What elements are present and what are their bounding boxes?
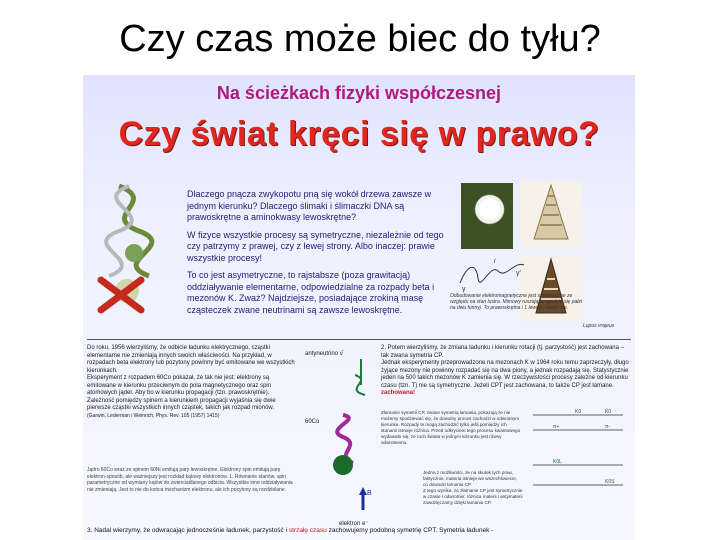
left-text-b: Eksperyment z rozpadem 60Co pokazał, że tak nie jest: elektrony są emitowane w kierunku przeciwnym do pola magnetycznego oraz spin atomowych jąder. Aby bo w kierunku propagacji (tzn. prawoskrętnie). <box>87 375 272 396</box>
snail-shell-photo-2 <box>520 255 582 321</box>
slide-title: Czy czas może biec do tyłu? <box>119 18 601 60</box>
section-divider <box>87 339 631 340</box>
right-notes-b <box>423 470 523 506</box>
intro-paragraph-2: W fizyce wszystkie procesy są symetryczne, niezależnie od tego czy patrzymy z prawej, czy z lewej strony. Albo inaczej: prawie wszystkie procesy! <box>187 229 444 263</box>
kaon-label-1: K̄0 <box>605 409 612 415</box>
kaon-label-3: π- <box>605 424 611 430</box>
left-text-c: Zależność pomiędzy spinem a kierunkiem propagacji wyjaśnia się dwie pierwsze cząstki wszystkich innych cząstek, takich jak rozpad mionów. <box>87 397 276 411</box>
kaon-label-2: π+ <box>553 424 560 430</box>
right-text-b: Jednak eksperymenty przeprowadzone na mezonach K w 1964 roku temu zaprzeczyły, długo żyjące mezony nie powinny rozpadać się na dwa piony, a jednak rozpadają się. Statystycznie jeden na 500 takich mezonów K zamienia się. W rzeczywistości procesy zależne od kierunku czasu (tzn. T) nie są symetryczne. Jeżeli CPT jest zachowana, to także CP jest łamane. <box>381 360 629 389</box>
right-notes-c-text: Z tego wynika, że złamanie CP jest symetrycznie w czasie i odwrotnie: różnica materii i antymaterii zawdzięczamy dzięki łamaniu CP. <box>423 488 523 505</box>
left-footnote: Jądro 60Co wraz ze spinem 60Ni emitują pary lewoskrętne. Elektrony spin emitują parę elektron-sposób, ale ważniejszy jest rozkład kątowy elektronów. 1. Równanie stanów, spin parametryczne od wymiany kątów do zwierciadlanego odbicia. Wszystkie inne oddziaływania nie zmieniają. Jest to nie do końca mechanizm elektronu, ale ich pozytony są rozdzielane. <box>87 467 293 493</box>
poster-image <box>83 75 635 540</box>
bottom-suffix: zachowujemy podobną symetrię CPT. Symetria ładunek - <box>328 527 494 534</box>
left-citation: (Garwin, Lederman i Weinrich, Phys. Rev. 105 (1957) 1415) <box>87 412 220 419</box>
left-text-a: Do roku, 1956 wierzyliśmy, że odbicie ładunku elektrycznego, cząstki elementarne nie zmieniają innych swoich właściwości. Na przykład, w rozpadach beta elektrony lub pozytony powinny być emitowane we wszystkich kierunkach. <box>87 345 295 374</box>
poster-header-big: Czy świat kręci się w prawo? <box>118 115 600 153</box>
bottom-prefix: 3. Nadal wierzymy, że odwracając jednocześnie ładunek, parzystość i <box>87 527 288 534</box>
mid-label-nucleus: 60Co <box>305 419 320 425</box>
poster-intro <box>187 189 457 322</box>
mid-label-antineutrino: antyneutrino ν̄ <box>305 351 343 357</box>
kaon-label-0: K0 <box>575 409 582 415</box>
mid-label-B: B <box>367 490 372 497</box>
helix-label-gamma: γ <box>462 286 466 293</box>
kaon-decay-diagrams <box>523 405 633 515</box>
morning-glory-photo <box>461 183 513 249</box>
helix-label-r: r <box>494 259 496 265</box>
snail-shell-photo-1 <box>520 181 582 247</box>
mid-label-electron: elektron e⁻ <box>339 521 369 527</box>
right-notes-a: Złamanie symetrii CP, zwane symetrią łamania, pokazują że nie możemy spodziewać się, że dowolny proces zachodzi w odwrotnym kierunku. Rozpady te mogą zachodzić tylko jeśli pomiędzy ich stanami istnieje różnica. Przed odkryciem tego procesu kwantowego wydawało się, że ruch świata w jednym kierunku jest równy odwrotnemu. <box>381 410 521 445</box>
bottom-red: strzałę czasu <box>288 527 327 534</box>
right-highlight: zachowana! <box>381 390 416 396</box>
photon-helix-diagram <box>458 253 528 293</box>
chromosome-illustration <box>91 275 151 315</box>
kaon-label-4: K0L <box>553 459 562 465</box>
right-notes-b-text: Jedna z możliwości, że na skutek tych praw, faktycznie, materia istnieje we wszechświecie, co dowodzi łamania CP. <box>423 470 517 487</box>
intro-paragraph-3: To co jest asymetryczne, to rajstabsze (poza grawitacją) oddziaływanie elementarne, odpowiedzialne za rozpady beta i mezonów K. Zważ? Najdziejsze, posiadające zrokiną masę cząsteczek zwane neutrinami są zawsze lewoskrętne. <box>187 270 435 315</box>
poster-header-small: Na ścieżkach fizyki współczesnej <box>216 83 502 103</box>
shell-caption: Lupus vrajeus <box>583 323 615 329</box>
intro-paragraph-1: Dlaczego pnącza zwykopotu pną się wokół drzewa zawsze w jednym kierunku? Dlaczego ślimaki i ślimaczki DNA są prawoskrętne a aminokwasy lewoskrętne? <box>187 189 432 222</box>
figure-caption: Odbudowanie elektromagnetyczne jest symetryczne ze względu na stan lustra. Mimowy ruszają wrogodzie się pałzi na dwu funnyj. To prawoskrętna i 1 lewdzi, wiedzi się. <box>450 293 583 311</box>
left-column <box>87 345 297 420</box>
helix-label-gamma-prime: γ' <box>516 270 521 277</box>
kaon-label-5: K0S <box>605 479 615 485</box>
right-column <box>381 345 631 398</box>
right-text-a: 2. Potem wierzyliśmy, że zmiana ładunku i kierunku rotacji (tj. parzystość) jest zachowana – tak zwana symetria CP. <box>381 345 624 359</box>
bottom-line <box>87 527 635 534</box>
cobalt-decay-diagram <box>303 345 378 535</box>
